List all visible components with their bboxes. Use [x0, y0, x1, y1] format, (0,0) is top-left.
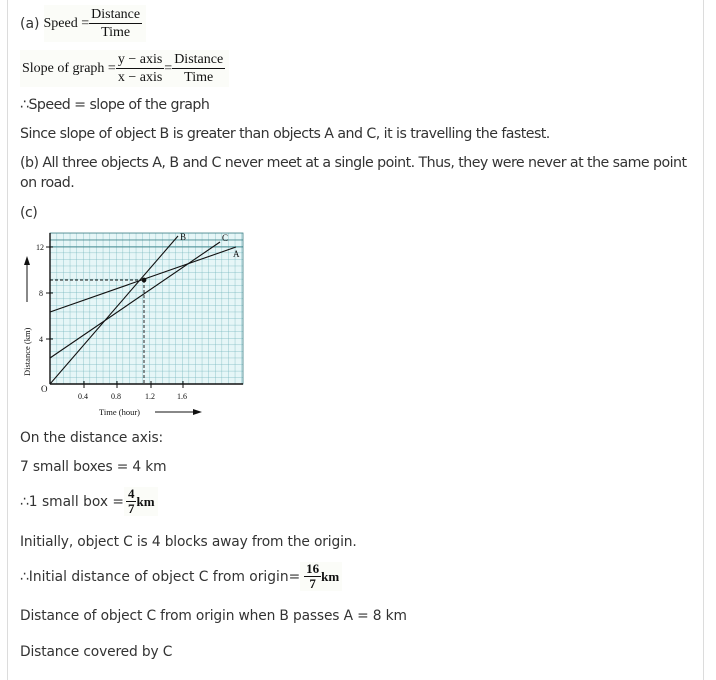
one-box-prefix: ∴1 small box =	[20, 493, 124, 510]
fraction-denominator: x − axis	[117, 70, 163, 85]
part-b-line2: on road.	[20, 175, 75, 191]
slope-equation	[20, 50, 229, 87]
speed-lhs: Speed =	[43, 15, 90, 31]
intersection-point	[142, 278, 147, 283]
y-tick-4: 4	[39, 335, 43, 344]
fraction-denominator: 7	[127, 501, 135, 516]
fraction-4-7	[126, 487, 137, 516]
equals-sign: =	[164, 60, 173, 76]
label-c: C	[222, 233, 229, 243]
fraction-numerator: y − axis	[117, 52, 163, 67]
part-a-label: (a)	[20, 15, 40, 32]
y-axis-label: Distance (km)	[22, 327, 32, 376]
unit-km: km	[321, 568, 340, 584]
one-box-fraction-box	[124, 487, 158, 516]
initial-distance-prefix: ∴Initial distance of object C from origin=	[20, 568, 301, 585]
fraction-axis	[116, 51, 164, 86]
c-when-b-passes: Distance of object C from origin when B passes A = 8 km	[20, 608, 407, 624]
x-tick-0.4: 0.4	[78, 392, 88, 401]
part-c-label: (c)	[20, 205, 38, 221]
initial-distance-fraction-box	[300, 562, 342, 591]
origin-label: O	[41, 384, 48, 394]
distance-time-graph	[15, 226, 250, 422]
x-tick-1.6: 1.6	[177, 392, 187, 401]
x-axis-label: Time (hour)	[99, 407, 141, 417]
fraction-numerator: 16	[306, 561, 320, 576]
fraction-numerator: 4	[127, 486, 135, 501]
fraction-denominator: Time	[101, 25, 131, 40]
one-box-equation	[20, 487, 158, 516]
seven-boxes-statement: 7 small boxes = 4 km	[20, 459, 167, 475]
label-b: B	[180, 232, 187, 242]
distance-axis-heading: On the distance axis:	[20, 430, 164, 446]
x-tick-0.8: 0.8	[111, 392, 121, 401]
label-a: A	[233, 249, 240, 259]
fraction-distance-time-2	[172, 51, 225, 86]
x-tick-1.2: 1.2	[145, 392, 155, 401]
fraction-denominator: 7	[309, 576, 316, 591]
y-tick-12: 12	[36, 243, 44, 252]
speed-conclusion: ∴Speed = slope of the graph	[20, 97, 210, 113]
fraction-denominator: Time	[184, 70, 214, 85]
x-axis-arrow-icon	[155, 409, 202, 415]
plot-area	[50, 233, 243, 384]
slope-lhs: Slope of graph =	[22, 60, 116, 76]
speed-formula	[44, 5, 147, 42]
fastest-statement: Since slope of object B is greater than objects A and C, it is travelling the fastest.	[20, 126, 550, 142]
initially-statement: Initially, object C is 4 blocks away from the origin.	[20, 534, 357, 550]
distance-covered-by-c: Distance covered by C	[20, 644, 173, 660]
speed-equation	[20, 5, 146, 42]
fraction-16-7	[304, 562, 321, 591]
y-tick-8: 8	[39, 289, 43, 298]
fraction-distance-time	[89, 6, 142, 41]
part-b-line1: (b) All three objects A, B and C never meet at a single point. Thus, they were never at the same point	[20, 155, 687, 171]
y-axis-arrow-icon	[24, 256, 30, 302]
fraction-numerator: Distance	[91, 7, 141, 22]
initial-distance-equation	[20, 562, 342, 591]
unit-km: km	[136, 493, 155, 509]
fraction-numerator: Distance	[174, 52, 224, 67]
